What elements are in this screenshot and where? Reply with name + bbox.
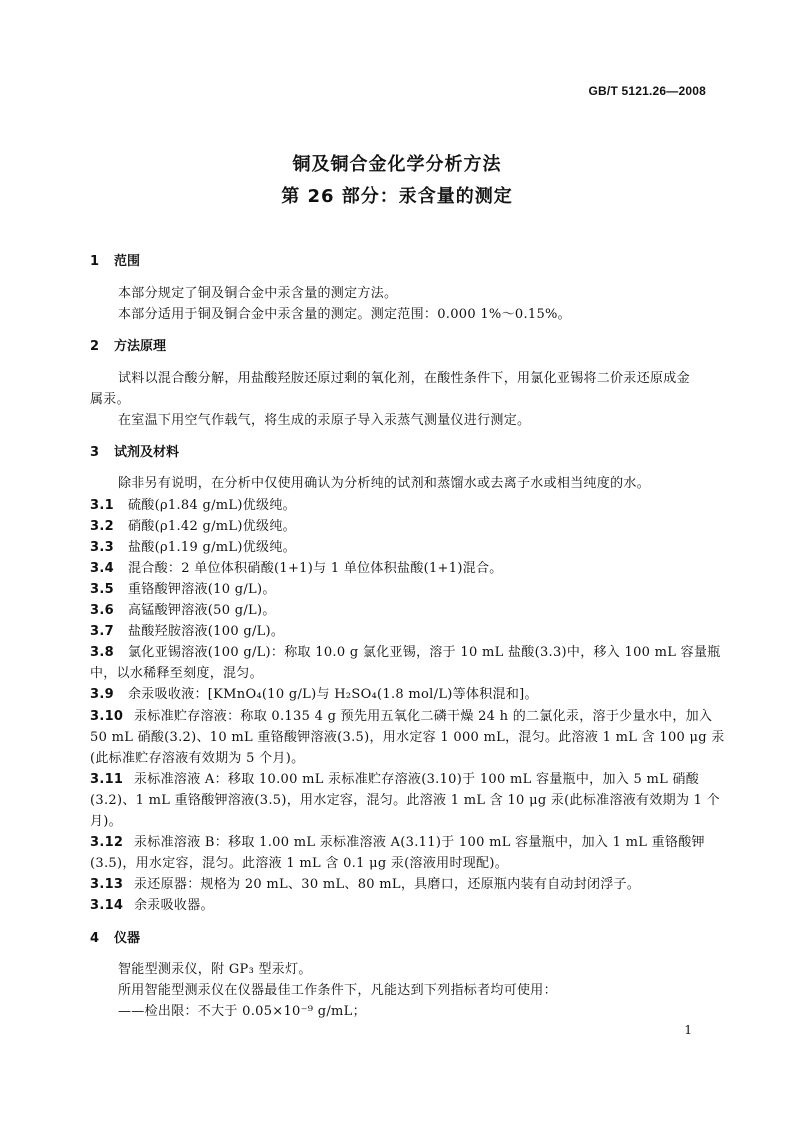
item-3-9: 3.9 余汞吸收液：[KMnO₄(10 g/L)与 H₂SO₄(1.8 mol/L)等体积混和]。 [90,687,538,702]
item-3-11: 3.11 汞标准溶液 A：移取 10.00 mL 汞标准贮存溶液(3.10)于 100 mL 容量瓶中，加入 5 mL 硝酸 [90,772,700,787]
doc-subtitle: 第 26 部分：汞含量的测定 [281,186,513,207]
section-3-heading: 3 试剂及材料 [90,445,180,460]
section-4-para-1: 智能型测汞仪，附 GP₃ 型汞灯。 [118,962,312,977]
doc-title: 铜及铜合金化学分析方法 [292,154,502,175]
item-3-11-cont-2: 月)。 [90,814,122,829]
item-3-10-cont-1: 50 mL 硝酸(3.2)、10 mL 重铬酸钾溶液(3.5)，用水定容 1 000 mL，混匀。此溶液 1 mL 含 100 μg 汞 [90,730,725,745]
section-4-heading: 4 仪器 [90,931,141,946]
item-3-6: 3.6 高锰酸钾溶液(50 g/L)。 [90,603,276,618]
item-3-12-cont: (3.5)，用水定容，混匀。此溶液 1 mL 含 0.1 μg 汞(溶液用时现配)。 [90,856,509,871]
item-3-12: 3.12 汞标准溶液 B：移取 1.00 mL 汞标准溶液 A(3.11)于 100 mL 容量瓶中，加入 1 mL 重铬酸钾 [90,835,705,850]
item-3-1: 3.1 硫酸(ρ1.84 g/mL)优级纯。 [90,498,296,513]
item-3-10-cont-2: (此标准贮存溶液有效期为 5 个月)。 [90,751,305,766]
item-3-11-cont-1: (3.2)、1 mL 重铬酸钾溶液(3.5)，用水定容，混匀。此溶液 1 mL 含 10 μg 汞(此标准溶液有效期为 1 个 [90,793,720,808]
item-3-3: 3.3 盐酸(ρ1.19 g/mL)优级纯。 [90,540,296,555]
section-4-para-2: 所用智能型测汞仪在仪器最佳工作条件下，凡能达到下列指标者均可使用： [118,983,557,998]
section-3-intro: 除非另有说明，在分析中仅使用确认为分析纯的试剂和蒸馏水或去离子水或相当纯度的水。 [118,476,651,491]
section-2-para-2: 在室温下用空气作载气，将生成的汞原子导入汞蒸气测量仪进行测定。 [118,413,531,428]
item-3-8: 3.8 氯化亚锡溶液(100 g/L)：称取 10.0 g 氯化亚锡，溶于 10 mL 盐酸(3.3)中，移入 100 mL 容量瓶 [90,645,721,660]
section-2-para-1-cont: 属汞。 [90,392,130,407]
item-3-5: 3.5 重铬酸钾溶液(10 g/L)。 [90,582,276,597]
item-3-10: 3.10 汞标准贮存溶液：称取 0.135 4 g 预先用五氧化二磷干燥 24 h 的二氯化汞，溶于少量水中，加入 [90,709,713,724]
item-3-2: 3.2 硝酸(ρ1.42 g/mL)优级纯。 [90,519,296,534]
page-number: 1 [684,1023,692,1037]
item-3-7: 3.7 盐酸羟胺溶液(100 g/L)。 [90,624,285,639]
item-3-8-cont: 中，以水稀释至刻度，混匀。 [90,666,263,681]
item-3-4: 3.4 混合酸：2 单位体积硝酸(1+1)与 1 单位体积盐酸(1+1)混合。 [90,561,503,576]
section-2-heading: 2 方法原理 [90,339,167,354]
section-1-heading: 1 范围 [90,254,141,269]
item-3-14: 3.14 余汞吸收器。 [90,898,214,913]
item-3-13: 3.13 汞还原器：规格为 20 mL、30 mL、80 mL，具磨口，还原瓶内装有自动封闭浮子。 [90,877,641,892]
standard-number: GB/T 5121.26—2008 [588,84,706,98]
section-1-para-1: 本部分规定了铜及铜合金中汞含量的测定方法。 [118,286,398,301]
section-4-para-3: ——检出限：不大于 0.05×10⁻⁹ g/mL； [118,1004,366,1019]
section-1-para-2: 本部分适用于铜及铜合金中汞含量的测定。测定范围：0.000 1%～0.15%。 [118,307,571,322]
section-2-para-1: 试料以混合酸分解，用盐酸羟胺还原过剩的氧化剂，在酸性条件下，用氯化亚锡将二价汞还原成金 [118,371,690,386]
